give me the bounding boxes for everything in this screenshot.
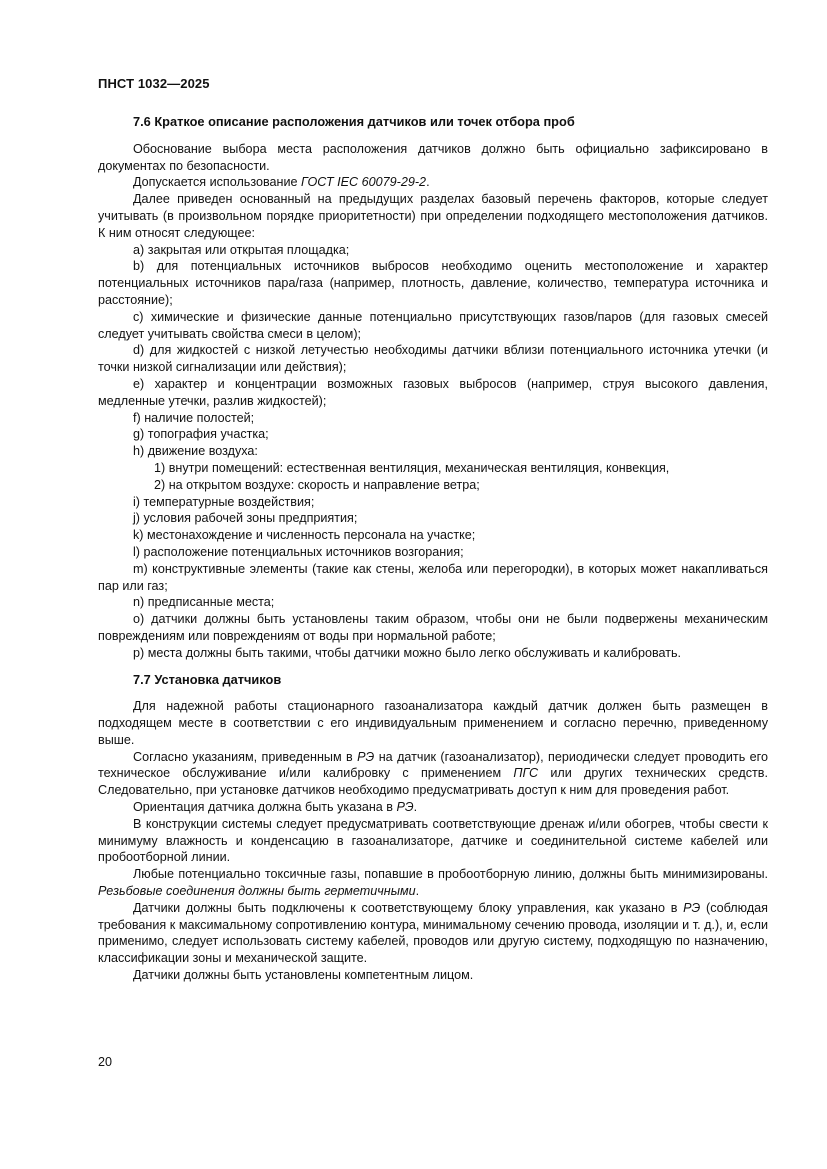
text: Датчики должны быть подключены к соответствующему блоку управления, как указано в: [133, 900, 684, 915]
paragraph: В конструкции системы следует предусматривать соответствующие дренаж и/или обогрев, чтобы свести к минимуму влажность и конденсацию в газоанализаторе, датчике и соединительной системе кабелей или пробоотборной линии.: [98, 816, 768, 865]
paragraph: [98, 866, 768, 900]
section-7-7-heading: 7.7 Установка датчиков: [133, 671, 282, 687]
paragraph: [98, 749, 768, 799]
standard-reference: ГОСТ IEC 60079-29-2: [301, 175, 427, 190]
text: (соблюдая требования к максимальному сопротивлению контура, минимальному сечению провода, изоляции и т. д.), и, если применимо, следует использовать систему кабелей, проводов или другую систему, подходящую по назначению, классификации зоны и механической защите.: [98, 900, 768, 966]
list-item: h) движение воздуха:: [133, 444, 258, 459]
list-item: k) местонахождение и численность персонала на участке;: [133, 528, 476, 543]
abbreviation: РЭ: [396, 800, 414, 815]
text: или других технических средств. Следовательно, при установке датчиков необходимо предусматривать доступ к ним для проведения работ.: [98, 766, 768, 798]
list-item: o) датчики должны быть установлены таким образом, чтобы они не были подвержены механическим повреждениям или повреждениям от воды при нормальной работе;: [98, 612, 768, 643]
section-7-6-heading: 7.6 Краткое описание расположения датчиков или точек отбора проб: [133, 114, 575, 129]
sub-list-item: 2) на открытом воздухе: скорость и направление ветра;: [154, 477, 480, 492]
list-item: e) характер и концентрации возможных газовых выбросов (например, струя высокого давления, медленные утечки, разлив жидкостей);: [98, 376, 768, 408]
list-item: f) наличие полостей;: [133, 410, 255, 425]
abbreviation: РЭ: [683, 900, 701, 915]
paragraph: [98, 799, 768, 816]
text: .: [413, 800, 418, 815]
paragraph: Обоснование выбора места расположения датчиков должно быть официально зафиксировано в документах по безопасности.: [98, 141, 768, 173]
abbreviation: ПГС: [513, 766, 539, 781]
abbreviation: РЭ: [357, 749, 375, 764]
list-item: m) конструктивные элементы (такие как стены, желоба или перегородки), в которых может накапливаться пар или газ;: [98, 561, 768, 593]
list-item: i) температурные воздействия;: [133, 494, 315, 509]
paragraph: Датчики должны быть установлены компетентным лицом.: [133, 968, 474, 983]
list-item: a) закрытая или открытая площадка;: [133, 242, 350, 257]
sub-list-item: 1) внутри помещений: естественная вентиляция, механическая вентиляция, конвекция,: [154, 460, 670, 475]
emphasized-text: Резьбовые соединения должны быть герметичными: [98, 884, 416, 899]
list-item: c) химические и физические данные потенциально присутствующих газов/паров (для газовых смесей следует учитывать свойства смеси в целом);: [98, 309, 768, 341]
list-item: l) расположение потенциальных источников возгорания;: [133, 544, 464, 559]
text: .: [415, 884, 420, 899]
list-item: n) предписанные места;: [133, 595, 275, 610]
text: на датчик (газоанализатор), периодически следует проводить его техническое обслуживание и/или калибровку с применением: [98, 749, 768, 781]
text: Любые потенциально токсичные газы, попавшие в пробоотборную линию, должны быть минимизированы.: [133, 867, 768, 882]
text: Ориентация датчика должна быть указана в: [133, 800, 397, 815]
paragraph: [98, 900, 768, 967]
paragraph: Далее приведен основанный на предыдущих разделах базовый перечень факторов, которые следует учитывать (в произвольном порядке приоритетности) при определении подходящего местоположения датчиков. К ним относят следующее:: [98, 192, 768, 240]
text: Согласно указаниям, приведенным в: [133, 749, 358, 764]
list-item: b) для потенциальных источников выбросов необходимо оценить местоположение и характер потенциальных источников пара/газа (например, плотность, давление, количество, температура источника и расстояние);: [98, 259, 768, 307]
page-number: 20: [98, 1055, 113, 1069]
list-item: j) условия рабочей зоны предприятия;: [133, 511, 358, 526]
paragraph: [98, 174, 768, 191]
text: Допускается использование: [133, 175, 302, 190]
list-item: p) места должны быть такими, чтобы датчики можно было легко обслуживать и калибровать.: [133, 645, 682, 660]
list-item: g) топография участка;: [133, 427, 269, 442]
text: .: [426, 175, 430, 190]
document-id: ПНСТ 1032—2025: [98, 76, 210, 91]
list-item: d) для жидкостей с низкой летучестью необходимы датчики вблизи потенциального источника утечки (и точки низкой сигнализации или действия);: [98, 343, 768, 375]
paragraph: Для надежной работы стационарного газоанализатора каждый датчик должен быть размещен в подходящем месте в соответствии с его индивидуальным применением и согласно перечню, приведенному выше.: [98, 699, 768, 747]
page-content: [98, 114, 768, 984]
